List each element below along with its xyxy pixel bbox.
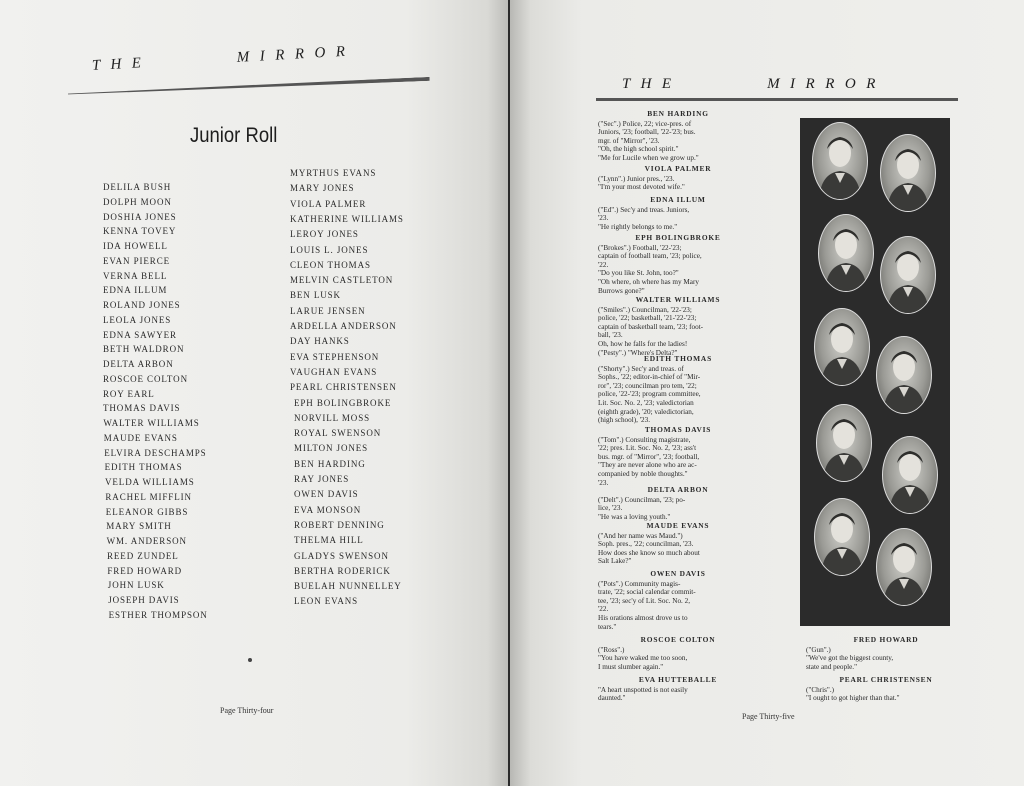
- entry-line: ("Smiles".) Councilman, '22-'23;: [598, 305, 692, 314]
- entry-line: "Me for Lucile when we grow up.": [598, 153, 699, 162]
- entry-line: "I'm your most devoted wife.": [598, 183, 685, 192]
- roll-name: EDNA ILLUM: [103, 285, 168, 296]
- roll-name: ROBERT DENNING: [294, 519, 385, 530]
- entry-line: ("Tom".) Consulting magistrate,: [598, 435, 691, 444]
- portrait-silhouette: [881, 135, 935, 211]
- roll-name: IDA HOWELL: [103, 241, 168, 251]
- biography-entry: [806, 636, 966, 671]
- entry-line: ("Brokes".) Football, '22-'23;: [598, 243, 682, 252]
- biography-entry: [598, 296, 758, 357]
- roll-name: THELMA HILL: [294, 535, 364, 546]
- portrait-silhouette: [877, 529, 931, 605]
- roll-name: MARY SMITH: [106, 521, 172, 532]
- entry-line: police, '22; basketball, '21-'22-'23;: [598, 314, 697, 323]
- roll-name: EDNA SAWYER: [103, 329, 177, 340]
- biography-entry: [598, 355, 758, 425]
- entry-line: "I ought to got higher than that.": [806, 694, 900, 703]
- portrait-photo: [816, 404, 872, 482]
- biography-entry: [598, 570, 758, 631]
- biography-entry: [806, 676, 966, 703]
- entry-line: How does she know so much about: [598, 548, 700, 557]
- entry-line: "You have waked me too soon,: [598, 654, 688, 663]
- page-header: T H E M I R R O R: [622, 76, 877, 92]
- roll-name: DOLPH MOON: [103, 196, 172, 207]
- roll-name: DELILA BUSH: [103, 182, 172, 192]
- roll-name: DOSHIA JONES: [103, 211, 177, 222]
- roll-name: JOHN LUSK: [107, 580, 165, 591]
- entry-line: state and people.": [806, 662, 858, 671]
- entry-name: ROSCOE COLTON: [640, 635, 716, 644]
- roll-name: ROLAND JONES: [103, 300, 181, 310]
- roll-name: EVAN PIERCE: [103, 255, 170, 266]
- page-number: Page Thirty-five: [742, 712, 795, 721]
- roll-name: ROSCOE COLTON: [103, 373, 188, 384]
- roll-name: BEN LUSK: [290, 290, 341, 301]
- entry-line: ror", '23; councilman pro tem, '22;: [598, 381, 697, 390]
- entry-line: bus. mgr. of "Mirror", '23; football,: [598, 452, 700, 461]
- portrait-photo: [880, 134, 936, 212]
- right-page: [510, 0, 1024, 786]
- ink-speck: [248, 658, 252, 662]
- entry-line: ("Pots".) Community magis-: [598, 579, 681, 588]
- entry-line: '22; pres. Lit. Soc. No. 2, '23; ass't: [598, 444, 697, 453]
- biography-entry: [598, 196, 758, 231]
- entry-line: ("Delt".) Councilman, '23; po-: [598, 495, 686, 504]
- roll-name: MAUDE EVANS: [103, 432, 178, 443]
- portrait-silhouette: [813, 123, 867, 199]
- entry-line: "Oh where, oh where has my Mary: [598, 277, 699, 286]
- entry-line: companied by noble thoughts.": [598, 469, 688, 478]
- entry-line: ("Pesty".) "Where's Delta?": [598, 348, 678, 357]
- entry-line: '23.: [598, 478, 609, 487]
- roll-name: ROY EARL: [103, 388, 155, 399]
- roll-name: DAY HANKS: [290, 336, 350, 347]
- entry-line: "He was a loving youth.": [598, 512, 671, 521]
- roll-name: LARUE JENSEN: [290, 305, 366, 316]
- left-page: [0, 0, 508, 786]
- entry-line: '22.: [598, 605, 609, 614]
- entry-line: Soph. pres., '22; councilman, '23.: [598, 540, 694, 549]
- biography-entry: [598, 486, 758, 521]
- portrait-silhouette: [877, 337, 931, 413]
- biography-entry: [598, 234, 758, 295]
- entry-line: (high school), '23.: [598, 416, 651, 425]
- roll-name: RAY JONES: [294, 474, 350, 484]
- roll-name: LEOLA JONES: [103, 314, 172, 325]
- entry-line: ("And her name was Maud."): [598, 531, 683, 540]
- roll-name: EPH BOLINGBROKE: [294, 397, 392, 408]
- entry-line: "He rightly belongs to me.": [598, 222, 678, 231]
- roll-name: EVA STEPHENSON: [290, 351, 380, 362]
- roll-name: VIOLA PALMER: [290, 198, 367, 209]
- entry-line: ("Sec".) Police, 22; vice-pres. of: [598, 119, 692, 128]
- roll-name: WALTER WILLIAMS: [103, 418, 200, 428]
- roll-name: RACHEL MIFFLIN: [105, 491, 192, 502]
- entry-name: OWEN DAVIS: [650, 569, 706, 578]
- entry-line: ("Chris".): [806, 685, 835, 694]
- entry-line: captain of football team, '23; police,: [598, 252, 702, 261]
- roll-name: FRED HOWARD: [107, 565, 183, 576]
- roll-name: ESTHER THOMPSON: [108, 609, 208, 620]
- roll-name: OWEN DAVIS: [294, 489, 359, 500]
- roll-name: GLADYS SWENSON: [294, 550, 389, 561]
- entry-line: trate, '22; social calendar commit-: [598, 588, 696, 597]
- entry-line: ("Shorty".) Sec'y and treas. of: [598, 364, 684, 373]
- entry-line: (eighth grade), '20; valedictorian,: [598, 407, 694, 416]
- roll-name: MELVIN CASTLETON: [290, 275, 394, 286]
- roll-name: BERTHA RODERICK: [294, 565, 391, 576]
- page-number: Page Thirty-four: [220, 706, 274, 715]
- entry-name: EDITH THOMAS: [644, 354, 712, 363]
- entry-name: EVA HUTTEBALLE: [638, 675, 718, 684]
- roll-name: LOUIS L. JONES: [290, 244, 369, 255]
- entry-line: "We've got the biggest county,: [806, 654, 894, 663]
- entry-line: "A heart unspotted is not easily: [598, 685, 688, 694]
- portrait-silhouette: [815, 309, 869, 385]
- page-header: T H E M I R R O R: [91, 43, 347, 74]
- portrait-photo: [880, 236, 936, 314]
- roll-name: ROYAL SWENSON: [294, 428, 382, 439]
- entry-name: THOMAS DAVIS: [644, 425, 712, 434]
- portrait-silhouette: [817, 405, 871, 481]
- portrait-silhouette: [815, 499, 869, 575]
- roll-name: MARY JONES: [290, 183, 355, 194]
- roll-name: MYRTHUS EVANS: [290, 168, 377, 178]
- biography-entry: [598, 426, 758, 487]
- entry-line: "Do you like St. John, too?": [598, 269, 679, 278]
- roll-name: PEARL CHRISTENSEN: [290, 382, 397, 393]
- roll-name: WM. ANDERSON: [106, 536, 187, 546]
- entry-line: ("Ed".) Sec'y and treas. Juniors,: [598, 205, 690, 214]
- biography-entry: [598, 522, 758, 566]
- entry-line: lice, '23.: [598, 504, 623, 513]
- entry-line: Lit. Soc. No. 2, '23; valedictorian: [598, 398, 694, 407]
- entry-line: '22.: [598, 260, 609, 269]
- portrait-silhouette: [819, 215, 873, 291]
- entry-line: daunted.": [598, 694, 626, 703]
- entry-line: police, '22-'23; program committee,: [598, 390, 701, 399]
- roll-name: LEON EVANS: [294, 596, 359, 607]
- entry-name: PEARL CHRISTENSEN: [839, 675, 933, 684]
- roll-name: NORVILL MOSS: [294, 412, 371, 423]
- entry-line: tears.": [598, 622, 617, 631]
- roll-name: EVA MONSON: [294, 504, 362, 515]
- portrait-photo: [812, 122, 868, 200]
- portrait-photo: [882, 436, 938, 514]
- entry-line: Burrows gone?": [598, 286, 645, 295]
- entry-line: I must slumber again.": [598, 662, 664, 671]
- entry-line: His orations almost drove us to: [598, 613, 688, 622]
- roll-name: CLEON THOMAS: [290, 259, 371, 270]
- roll-name: KENNA TOVEY: [103, 226, 177, 237]
- roll-name: VERNA BELL: [103, 270, 168, 281]
- entry-line: ("Gun".): [806, 645, 831, 654]
- entry-name: EDNA ILLUM: [650, 195, 706, 204]
- entry-name: MAUDE EVANS: [646, 521, 710, 530]
- portrait-silhouette: [881, 237, 935, 313]
- entry-line: "They are never alone who are ac-: [598, 461, 697, 470]
- roll-name: VAUGHAN EVANS: [290, 366, 378, 377]
- header-rule: [596, 98, 958, 101]
- portrait-photo: [876, 528, 932, 606]
- entry-line: "Oh, the high school spirit.": [598, 145, 679, 154]
- roll-name: BUELAH NUNNELLEY: [294, 581, 402, 592]
- entry-line: Sophs., '22; editor-in-chief of "Mir-: [598, 373, 701, 382]
- roll-name: BETH WALDRON: [103, 344, 185, 355]
- biography-entry: [598, 676, 758, 703]
- entry-name: FRED HOWARD: [853, 635, 919, 644]
- roll-name: MILTON JONES: [294, 443, 369, 454]
- portrait-photo: [818, 214, 874, 292]
- roll-name: JOSEPH DAVIS: [108, 595, 180, 605]
- biography-entry: [598, 165, 758, 192]
- portrait-photo: [876, 336, 932, 414]
- entry-line: ("Ross".): [598, 645, 625, 654]
- entry-line: ball, '23.: [598, 331, 623, 340]
- page-title: Junior Roll: [190, 124, 278, 147]
- roll-name: BEN HARDING: [294, 458, 366, 469]
- biography-entry: [598, 110, 758, 163]
- header-rule: [68, 77, 430, 96]
- entry-line: Salt Lake?": [598, 557, 632, 566]
- entry-line: '23.: [598, 214, 609, 223]
- portrait-silhouette: [883, 437, 937, 513]
- entry-line: Juniors, '23; football, '22-'23; bus.: [598, 128, 696, 137]
- entry-name: BEN HARDING: [647, 109, 709, 118]
- roll-name: THOMAS DAVIS: [103, 403, 181, 414]
- entry-line: tee, '23; sec'y of Lit. Soc. No. 2,: [598, 596, 691, 605]
- biography-entry: [598, 636, 758, 671]
- roll-name: ELVIRA DESCHAMPS: [104, 447, 207, 458]
- entry-name: EPH BOLINGBROKE: [635, 233, 721, 242]
- entry-name: VIOLA PALMER: [644, 164, 712, 173]
- portrait-panel: [800, 118, 950, 626]
- roll-name: REED ZUNDEL: [107, 550, 179, 561]
- roll-name: DELTA ARBON: [103, 359, 174, 369]
- entry-line: captain of basketball team, '23; foot-: [598, 322, 704, 331]
- roll-name: KATHERINE WILLIAMS: [290, 213, 404, 224]
- entry-line: ("Lynn".) Junior pres., '23.: [598, 174, 675, 183]
- entry-name: DELTA ARBON: [647, 485, 709, 494]
- entry-name: WALTER WILLIAMS: [635, 295, 721, 304]
- portrait-photo: [814, 308, 870, 386]
- roll-name: ELEANOR GIBBS: [105, 506, 189, 517]
- portrait-photo: [814, 498, 870, 576]
- roll-name: LEROY JONES: [290, 229, 359, 240]
- entry-line: mgr. of "Mirror", '23.: [598, 136, 660, 145]
- roll-name: ARDELLA ANDERSON: [290, 321, 397, 331]
- entry-line: Oh, how he falls for the ladies!: [598, 339, 688, 348]
- roll-name: EDITH THOMAS: [104, 462, 183, 473]
- roll-name: VELDA WILLIAMS: [105, 477, 195, 487]
